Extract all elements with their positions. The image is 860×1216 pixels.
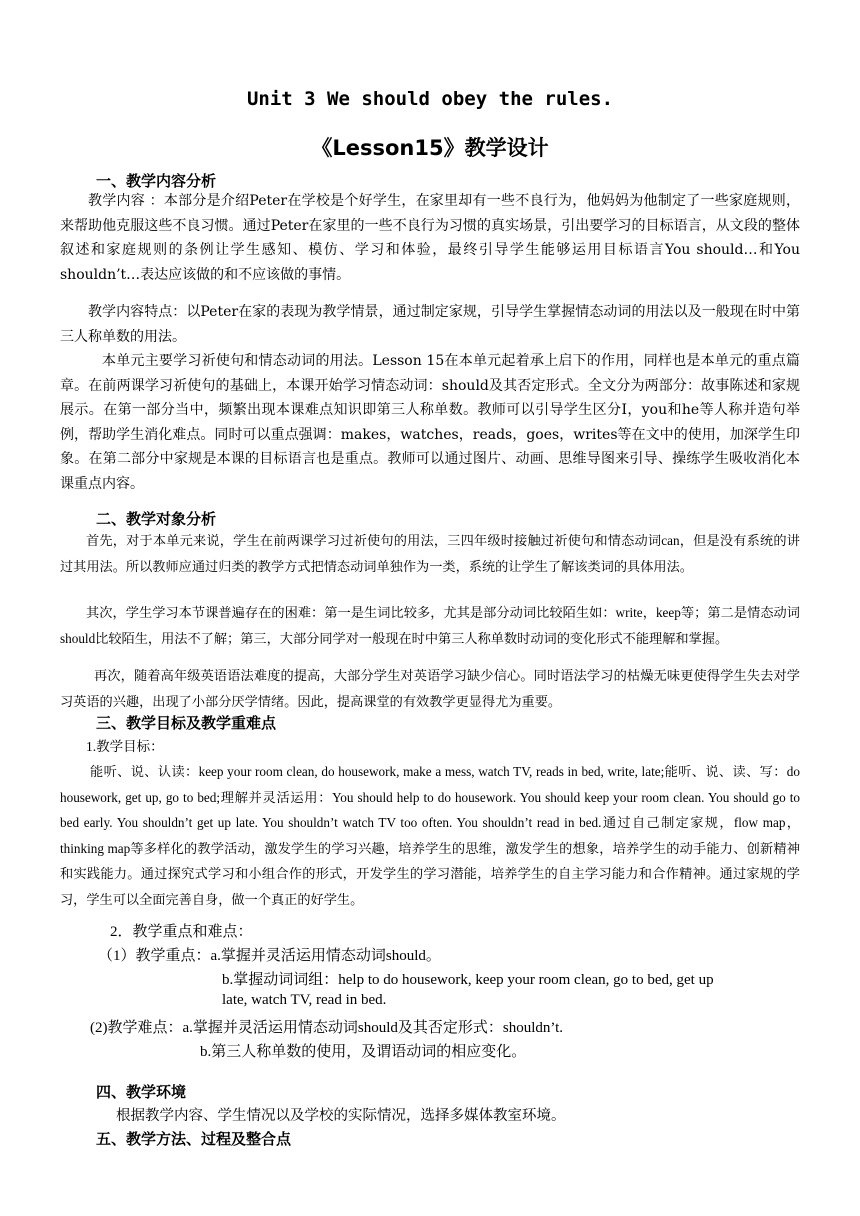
difficult-point-2: b.第三人称单数的使用，及谓语动词的相应变化。 [200,1044,527,1060]
section-4-paragraph-1: 根据教学内容、学生情况以及学校的实际情况，选择多媒体教室环境。 [116,1108,566,1124]
section-2-paragraph-2: 其次，学生学习本节课普遍存在的困难：第一是生词比较多，尤其是部分动词比较陌生如：write，keep等；第二是情态动词should比较陌生，用法不了解；第三，大部分同学对一般现在时中第三人称单数时动词的变化形式不能理解和掌握。 [60,605,800,646]
section-2-paragraph-1: 首先，对于本单元来说，学生在前两课学习过祈使句的用法，三四年级时接触过祈使句和情态动词can，但是没有系统的讲过其用法。所以教师应通过归类的教学方式把情态动词单独作为一类，系统的让学生了解该类词的具体用法。 [60,533,800,574]
section-3-subheading-2: 2．教学重点和难点： [110,924,253,940]
section-5-heading: 五、教学方法、过程及整合点 [96,1130,292,1148]
document-subtitle: 《Lesson15》教学设计 [311,136,549,160]
section-1-heading: 一、教学内容分析 [96,172,217,190]
section-3-paragraph-1: 能听、说、认读：keep your room clean, do housework, make a mess, watch TV, reads in bed, write, late;能听、说、读、写：do housework, get up, go to bed;理解并灵活运用：You should help to do housework. You should keep your room clean. You should go to bed early. You shouldn’t get up late. You shouldn’t watch TV too often. You shouldn’t read in bed.通过自己制定家规，flow map，thinking map等多样化的教学活动，激发学生的学习兴趣，培养学生的思维，激发学生的想象，培养学生的动手能力、创新精神和实践能力。通过探究式学习和小组合作的形式，开发学生的学习潜能，培养学生的自主学习能力和合作精神。通过家规的学习，学生可以全面完善自身，做一个真正的好学生。 [60,764,800,907]
section-3-subheading-1: 1.教学目标： [86,739,164,754]
section-1-paragraph-1: 教学内容 ：本部分是介绍Peter在学校是个好学生，在家里却有一些不良行为，他妈妈为他制定了一些家庭规则，来帮助他克服这些不良习惯。通过Peter在家里的一些不良行为习惯的真实场景，引出要学习的目标语言，从文段的整体叙述和家庭规则的条例让学生感知、模仿、学习和体验，最终引导学生能够运用目标语言You should…和You shouldn’t…表达应该做的和不应该做的事情。 [60,193,800,283]
section-3-heading: 三、教学目标及教学重难点 [96,714,277,732]
key-point-1: （1）教学重点：a.掌握并灵活运用情态动词should。 [98,948,441,964]
section-4-heading: 四、教学环境 [96,1083,187,1101]
key-point-2: b.掌握动词词组：help to do housework, keep your room clean, go to bed, get up [222,972,714,988]
section-1-paragraph-3: 本单元主要学习祈使句和情态动词的用法。Lesson 15在本单元起着承上启下的作用，同样也是本单元的重点篇章。在前两课学习祈使句的基础上，本课开始学习情态动词：should及其否定形式。全文分为两部分：故事陈述和家规展示。在第一部分当中，频繁出现本课难点知识即第三人称单数。教师可以引导学生区分I，you和he等人称并造句举例，帮助学生消化难点。同时可以重点强调：makes，watches，reads，goes，writes等在文中的使用，加深学生印象。在第二部分中家规是本课的目标语言也是重点。教师可以通过图片、动画、思维导图来引导、操练学生吸收消化本课重点内容。 [60,353,800,492]
key-point-2-continued: late, watch TV, read in bed. [222,992,387,1008]
document-title: Unit 3 We should obey the rules. [246,88,614,110]
section-1-paragraph-2: 教学内容特点：以Peter在家的表现为教学情景，通过制定家规，引导学生掌握情态动词的用法以及一般现在时中第三人称单数的用法。 [60,304,800,345]
difficult-point-1: (2)教学难点：a.掌握并灵活运用情态动词should及其否定形式：shouldn’t. [90,1020,564,1036]
section-2-heading: 二、教学对象分析 [96,510,217,528]
section-2-paragraph-3: 再次，随着高年级英语语法难度的提高，大部分学生对英语学习缺少信心。同时语法学习的枯燥无味更使得学生失去对学习英语的兴趣，出现了小部分厌学情绪。因此，提高课堂的有效教学更显得尤为重要。 [60,668,800,709]
